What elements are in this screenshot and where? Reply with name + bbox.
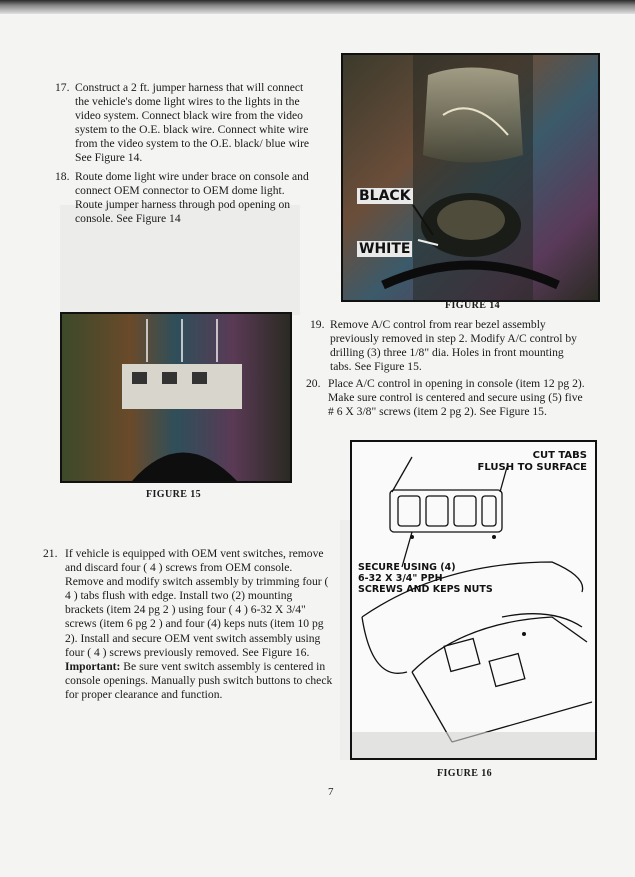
- step-text: Construct a 2 ft. jumper harness that will connect the vehicle's dome light wires to the lights in the video system. Connect black wire from the video system to the O.E. black wire. Connect white wire from the video system to the O.E. black/ blue wire See Figure 14.: [75, 81, 310, 165]
- console-dome-light-photo: [343, 55, 598, 300]
- page-number: 7: [328, 786, 334, 798]
- vent-switch-console-drawing: [352, 442, 595, 758]
- step-18: [55, 170, 310, 226]
- step-21: [43, 547, 333, 702]
- step-19: [310, 318, 585, 374]
- step-text: If vehicle is equipped with OEM vent switches, remove and discard four ( 4 ) screws from OEM console. Remove and modify switch assembly by trimming four ( 4 ) tabs flush with edge. Install two (2) mounting brackets (item 24 pg 2 ) using four ( 4 ) 6-32 X 3/4" screws (item 6 pg 2 ) and four (4) keps nuts (item 10 pg 2). Install and secure OEM vent switch assembly using four ( 4 ) screws previously removed. See Figure 16.: [65, 547, 329, 659]
- figure-15-caption: FIGURE 15: [146, 489, 201, 500]
- step-number: 19.: [310, 318, 325, 331]
- wire-label-black: BLACK: [359, 188, 411, 204]
- step-text: Remove A/C control from rear bezel assembly previously removed in step 2. Modify A/C control by drilling (3) three 1/8" dia. Holes in front mounting tabs. See Figure 15.: [330, 318, 577, 374]
- step-text: Place A/C control in opening in console (item 12 pg 2). Make sure control is centered and secure using (5) five # 6 X 3/8" screws (item 2 pg 2). See Figure 15.: [328, 377, 585, 419]
- step-number: 20.: [306, 377, 321, 390]
- step-number: 17.: [55, 81, 70, 94]
- step-17: [55, 81, 320, 166]
- step-number: 21.: [43, 547, 58, 560]
- figure-14-photo: [341, 53, 600, 302]
- callout-cut-tabs: CUT TABS FLUSH TO SURFACE: [477, 450, 587, 473]
- wire-label-white: WHITE: [359, 241, 411, 257]
- step-20: [306, 377, 586, 419]
- figure-15-photo: [60, 312, 292, 483]
- scan-top-edge: [0, 0, 635, 14]
- step-number: 18.: [55, 170, 70, 183]
- figure-16-caption: FIGURE 16: [437, 768, 492, 779]
- callout-secure-using: SECURE USING (4) 6-32 X 3/4" PPH SCREWS AND KEPS NUTS: [358, 562, 493, 595]
- figure-16-drawing: [350, 440, 597, 760]
- ac-control-console-photo: [62, 314, 290, 481]
- figure-14-caption: FIGURE 14: [445, 300, 500, 311]
- important-label: Important:: [65, 659, 121, 673]
- important-text: Be sure vent switch assembly is centered in console openings. Manually push switch buttons to check for proper clearance and function.: [65, 659, 333, 701]
- step-text: Route dome light wire under brace on console and connect OEM connector to OEM dome light. Route jumper harness through pod opening on console. See Figure 14: [75, 170, 309, 226]
